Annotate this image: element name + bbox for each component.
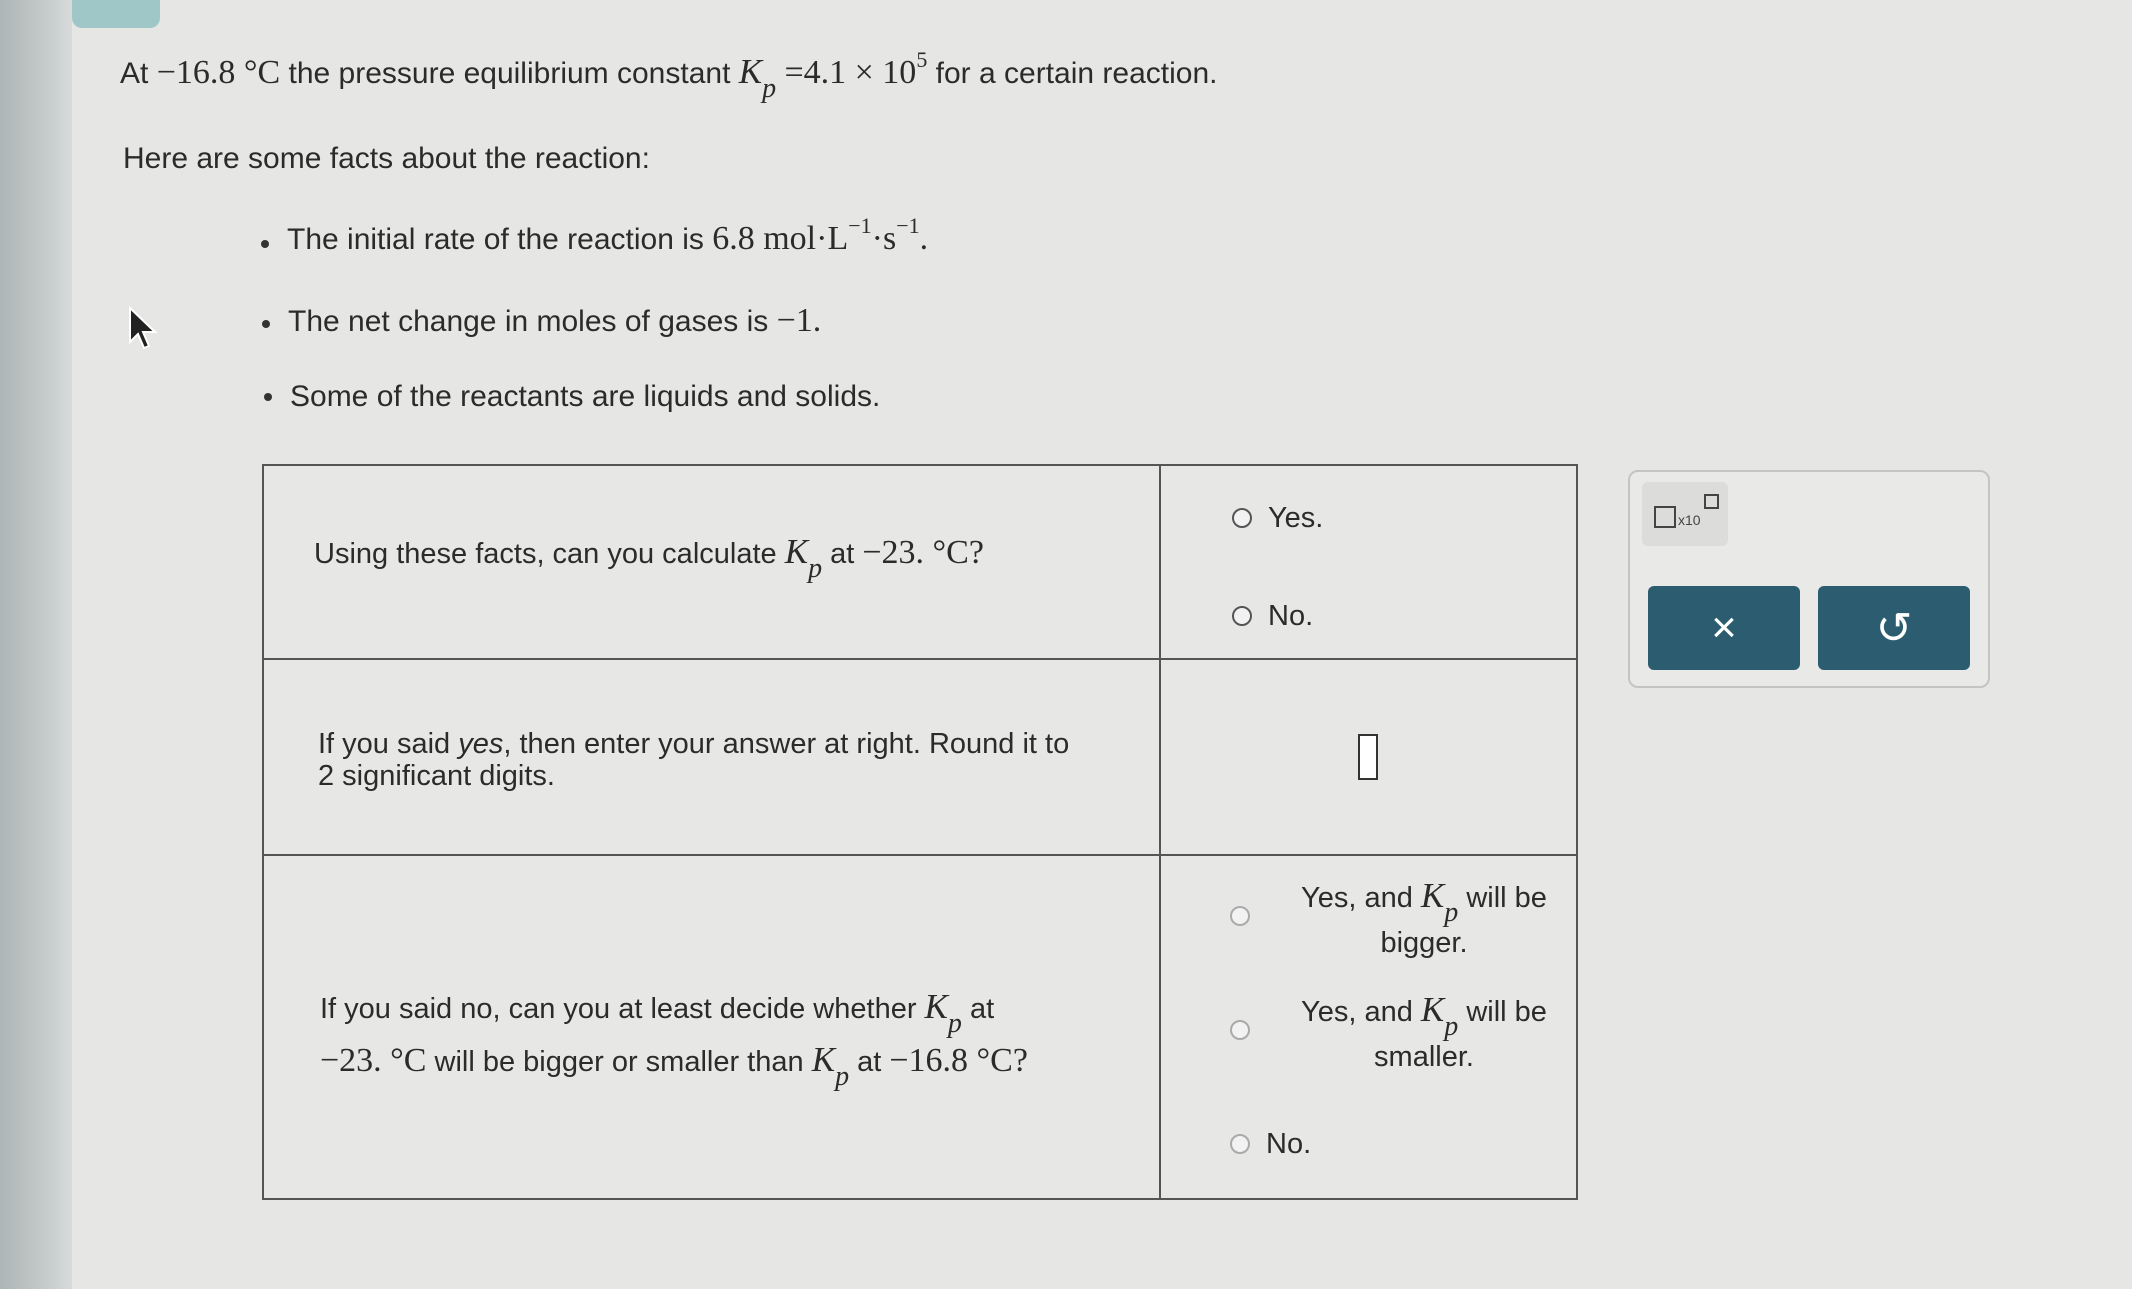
question-table bbox=[262, 464, 1578, 1200]
left-edge bbox=[0, 0, 72, 1289]
facts-heading: Here are some facts about the reaction: bbox=[123, 142, 650, 175]
q1-yes-label: Yes. bbox=[1268, 502, 1324, 534]
fact-reactants: Some of the reactants are liquids and solids. bbox=[290, 380, 881, 413]
q3-smaller-radio[interactable] bbox=[1230, 1020, 1250, 1040]
bullet-1 bbox=[261, 240, 269, 248]
collapse-tab[interactable] bbox=[72, 0, 160, 28]
fact-initial-rate: The initial rate of the reaction is 6.8 $mol\cdot L^{-1}\cdot s^{-1}$. bbox=[287, 213, 929, 257]
q2-text: If you said yes, then enter your answer at right. Round it to 2 significant digits. bbox=[318, 728, 1070, 792]
bullet-2 bbox=[262, 320, 270, 328]
scientific-notation-button[interactable] bbox=[1642, 482, 1728, 546]
undo-button[interactable] bbox=[1818, 586, 1970, 670]
x10-label: x10 bbox=[1678, 512, 1701, 528]
answer-toolbox bbox=[1628, 470, 1990, 688]
q3-bigger-radio[interactable] bbox=[1230, 906, 1250, 926]
mouse-cursor-icon bbox=[128, 306, 160, 354]
exponent-box-icon bbox=[1704, 494, 1719, 509]
table-row-divider bbox=[264, 854, 1576, 856]
bullet-3 bbox=[264, 393, 272, 401]
table-row-divider bbox=[264, 658, 1576, 660]
undo-icon: ↺ bbox=[1875, 603, 1913, 653]
q3-smaller-label: Yes, and Kp will be smaller. bbox=[1301, 990, 1547, 1073]
fact-moles-gas: The net change in moles of gases is −1. bbox=[288, 302, 822, 339]
close-icon: × bbox=[1711, 603, 1737, 652]
base-box-icon bbox=[1654, 506, 1676, 528]
q3-bigger-label: Yes, and Kp will be bigger. bbox=[1301, 876, 1547, 959]
q3-no-label: No. bbox=[1266, 1128, 1312, 1160]
q1-no-label: No. bbox=[1268, 600, 1314, 632]
q1-no-radio[interactable] bbox=[1232, 606, 1252, 626]
problem-statement: At −16.8 °C the pressure equilibrium constant $Kp =4.1 \times 10^5$ for a certain reaction. bbox=[120, 47, 1218, 104]
q3-no-radio[interactable] bbox=[1230, 1134, 1250, 1154]
clear-button[interactable] bbox=[1648, 586, 1800, 670]
table-column-divider bbox=[1159, 466, 1161, 1198]
q1-yes-radio[interactable] bbox=[1232, 508, 1252, 528]
answer-input[interactable] bbox=[1358, 734, 1378, 780]
q3-text: If you said no, can you at least decide whether Kp at −23. °C will be bigger or smaller than Kp at −16.8 °C? bbox=[320, 987, 1028, 1092]
q1-text: Using these facts, can you calculate Kp at −23. °C? bbox=[314, 532, 984, 584]
